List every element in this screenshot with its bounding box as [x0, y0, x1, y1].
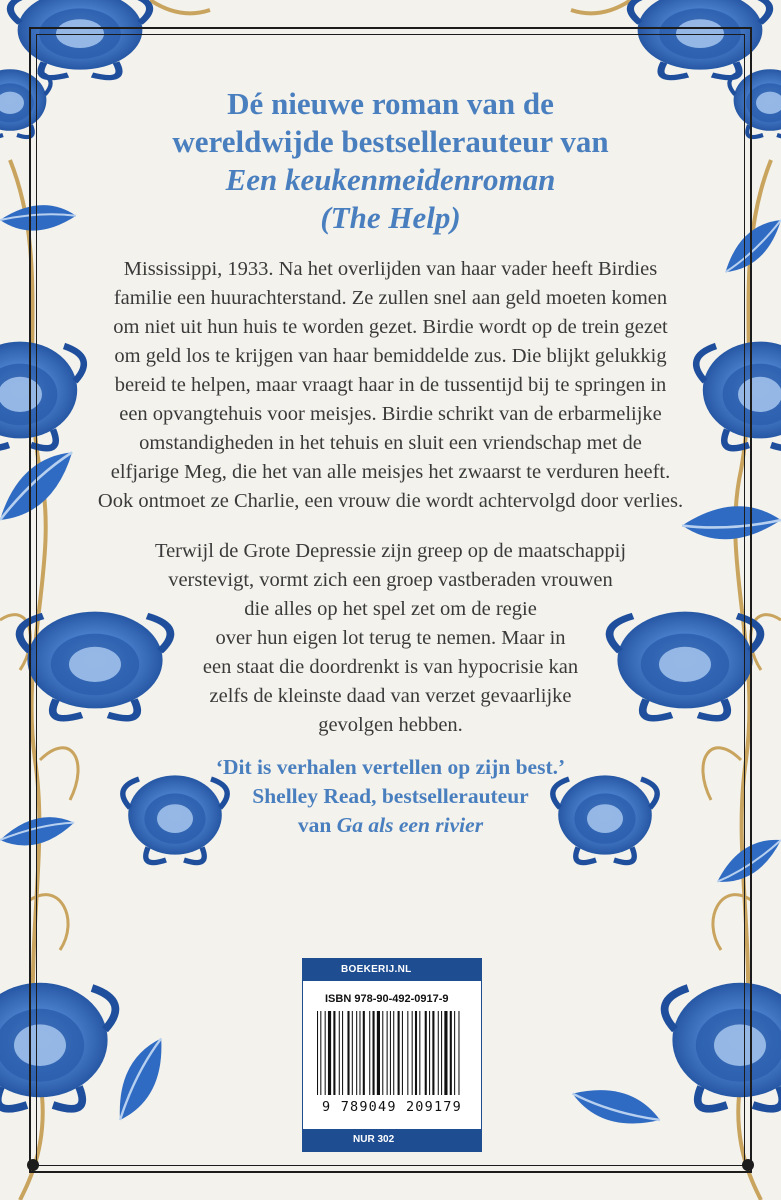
quote-source-prefix: van	[297, 813, 337, 837]
ean-group-right: 209179	[405, 1099, 462, 1115]
text-line: omstandigheden in het tehuis en sluit een vriendschap met de	[139, 432, 642, 454]
headline-book-subtitle: (The Help)	[320, 200, 461, 235]
text-line: elfjarige Meg, die het van alle meisjes het zwaarst te verduren heeft.	[110, 461, 671, 483]
quote-text: ‘Dit is verhalen vertellen op zijn best.’	[215, 755, 566, 779]
synopsis-paragraph-1	[90, 255, 691, 516]
ean-number	[315, 1099, 469, 1115]
quote-source	[60, 811, 721, 840]
text-line: een opvangtehuis voor meisjes. Birdie schrikt van de erbarmelijke	[119, 403, 662, 425]
text-line: familie een huurachterstand. Ze zullen snel aan geld moeten komen	[113, 287, 668, 309]
review-quote	[60, 753, 721, 840]
text-line: bereid te helpen, maar vraagt haar in de tussentijd bij te springen in	[114, 374, 667, 396]
text-line: Mississippi, 1933. Na het overlijden van haar vader heeft Birdies	[123, 258, 658, 280]
headline-line: Dé nieuwe roman van de	[227, 86, 554, 121]
headline-book-title: Een keukenmeidenroman	[225, 162, 556, 197]
text-line: zelfs de kleinste daad van verzet gevaarlijke	[209, 685, 572, 707]
headline	[60, 85, 721, 237]
nur-code: NUR 302	[303, 1129, 481, 1151]
synopsis-paragraph-2	[90, 537, 691, 740]
text-line: een staat die doordrenkt is van hypocrisie kan	[202, 656, 579, 678]
text-line: Terwijl de Grote Depressie zijn greep op de maatschappij	[154, 540, 627, 562]
publisher-url: BOEKERIJ.NL	[303, 959, 481, 981]
text-line: om geld los te krijgen van haar bemiddelde zus. Die blijkt gelukkig	[114, 345, 667, 367]
text-line: gevolgen hebben.	[318, 714, 463, 736]
quote-source-book: Ga als een rivier	[336, 813, 484, 837]
ean-group-left: 789049	[340, 1099, 397, 1115]
barcode-block	[302, 958, 482, 1152]
text-line: om niet uit hun huis te worden gezet. Birdie wordt op de trein gezet	[113, 316, 668, 338]
headline-line: wereldwijde bestsellerauteur van	[172, 124, 609, 159]
isbn-label: ISBN 978-90-492-0917-9	[325, 993, 449, 1005]
text-line: die alles op het spel zet om de regie	[244, 598, 537, 620]
barcode-bars	[315, 1011, 469, 1095]
quote-attribution: Shelley Read, bestsellerauteur	[252, 784, 529, 808]
ean-first-digit: 9	[322, 1099, 332, 1115]
text-line: Ook ontmoet ze Charlie, een vrouw die wordt achtervolgd door verlies.	[97, 490, 684, 512]
text-line: verstevigt, vormt zich een groep vastberaden vrouwen	[168, 569, 613, 591]
text-line: over hun eigen lot terug te nemen. Maar in	[215, 627, 566, 649]
